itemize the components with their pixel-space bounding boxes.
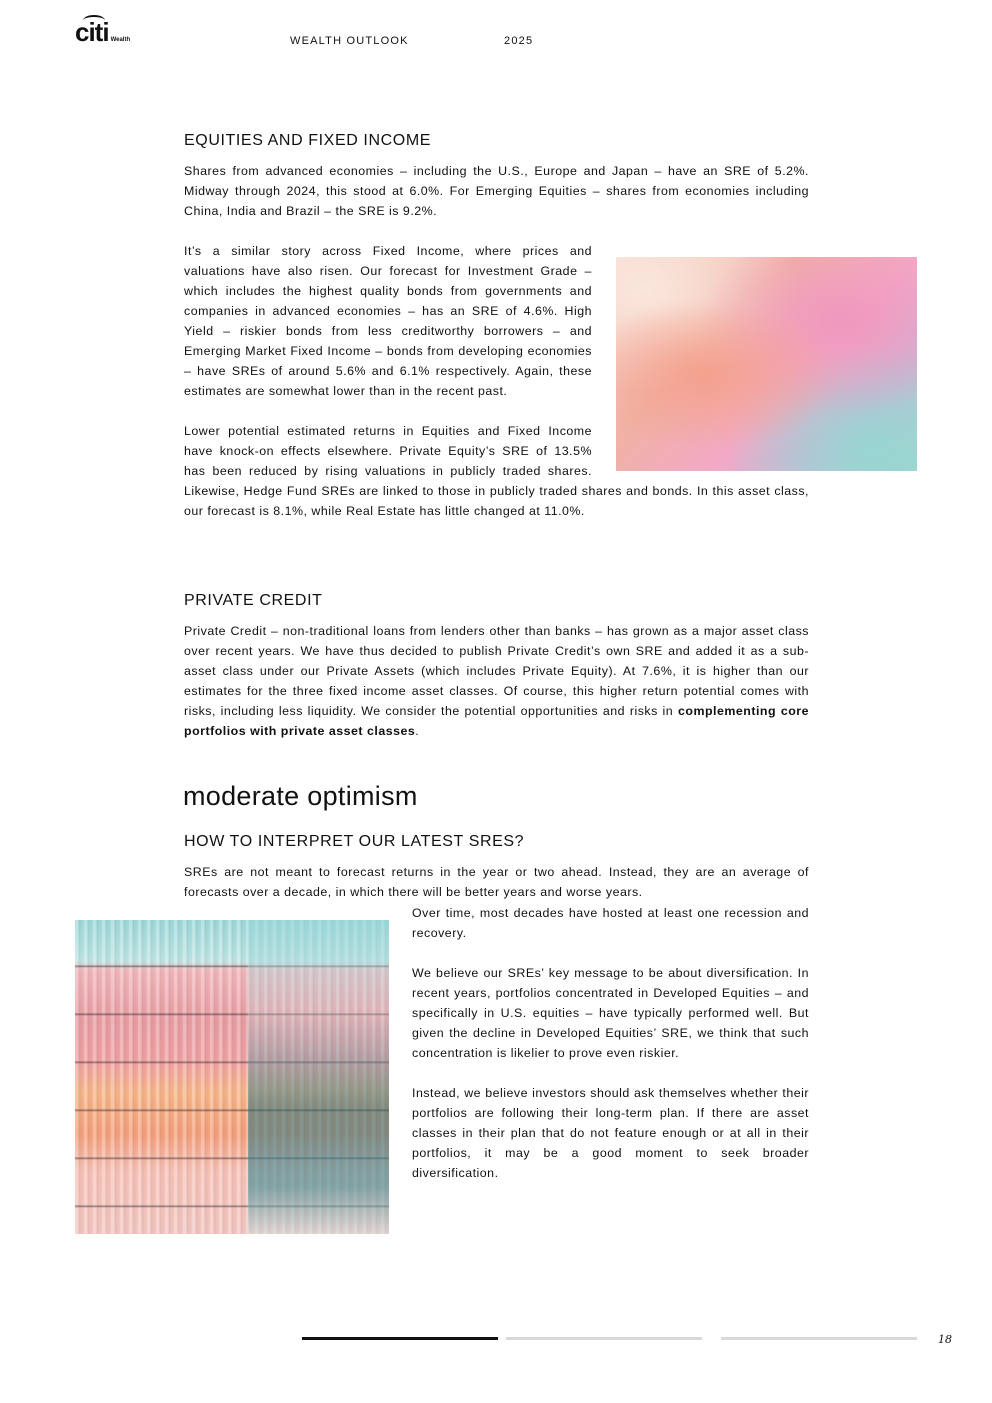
citi-wealth-logo[interactable]: [75, 17, 131, 47]
private-assets-link[interactable]: complementing core portfolios with private asset classes: [184, 704, 809, 738]
equities-heading: EQUITIES AND FIXED INCOME: [184, 132, 432, 149]
progress-segment-1[interactable]: [302, 1337, 498, 1340]
interpret-continued: [412, 903, 809, 1183]
pastel-abstract-image: [616, 257, 917, 471]
logo-arc-icon: [83, 15, 105, 26]
interpret-section: [184, 832, 809, 902]
stacked-tiles-image: [75, 920, 389, 1234]
publication-year: 2025: [504, 35, 534, 47]
interpret-paragraph-2: We believe our SREs’ key message to be about diversification. In recent years, portfolios concentrated in Developed Equities – and specifically in U.S. equities – have typically performed well. But given the decline in Developed Equities’ SRE, we think that such concentration is likelier to prove even riskier.: [412, 966, 809, 1060]
logo-subtext: Wealth: [110, 37, 131, 43]
private-credit-heading: PRIVATE CREDIT: [184, 592, 323, 609]
progress-segment-3[interactable]: [721, 1337, 917, 1340]
private-credit-end: .: [415, 724, 420, 738]
private-credit-text: Private Credit – non-traditional loans from lenders other than banks – has grown as a major asset class over recent years. We have thus decided to publish Private Credit’s own SRE and added it as a sub-asset class under our Private Assets (which includes Private Equity). At 7.6%, it is higher than our estimates for the three fixed income asset classes. Of course, this higher return potential comes with risks, including less liquidity. We consider the potential opportunities and risks in: [184, 624, 809, 718]
interpret-paragraph-1b: Over time, most decades have hosted at least one recession and recovery.: [412, 906, 809, 940]
equities-paragraph-2: It’s a similar story across Fixed Income, where prices and valuations have also risen. Our forecast for Investment Grade – which includes the highest quality bonds from governments and companies in advanced economies – has an SRE of 4.6%. High Yield – riskier bonds from less creditworthy borrowers – and Emerging Market Fixed Income – bonds from developing economies – have SREs of around 5.6% and 6.1% respectively. Again, these estimates are somewhat lower than in the recent past.: [184, 244, 592, 398]
equities-paragraph-3: Lower potential estimated returns in Equities and Fixed Income have knock-on effects elsewhere. Private Equity’s SRE of 13.5% has been reduced by rising valuations in publicly traded shares. Likewise, Hedge Fund SREs are linked to those in publicly traded shares and bonds. In this asset class, our forecast is 8.1%, while Real Estate has little changed at 11.0%.: [184, 424, 809, 518]
interpret-paragraph-1: SREs are not meant to forecast returns in the year or two ahead. Instead, they are an average of forecasts over a decade, in which there will be better years and worse years.: [184, 865, 809, 899]
logo-text: citi: [75, 17, 109, 47]
page-header: [0, 0, 992, 70]
logo-wordmark: [75, 17, 109, 47]
private-credit-section: [184, 591, 809, 741]
equities-paragraph-1: Shares from advanced economies – including the U.S., Europe and Japan – have an SRE of 5.2%. Midway through 2024, this stood at 6.0%. For Emerging Equities – shares from economies including China, India and Brazil – the SRE is 9.2%.: [184, 164, 809, 218]
private-credit-paragraph: [184, 621, 809, 741]
progress-segment-2[interactable]: [506, 1337, 702, 1340]
page-number: 18: [938, 1333, 952, 1346]
equities-section: [184, 131, 809, 521]
interpret-heading: HOW TO INTERPRET OUR LATEST SRES?: [184, 833, 525, 850]
publication-title: WEALTH OUTLOOK: [290, 35, 409, 47]
interpret-paragraph-3: Instead, we believe investors should ask themselves whether their portfolios are following their long-term plan. If there are asset classes in their plan that do not feature enough or at all in their portfolios, it may be a good moment to seek broader diversification.: [412, 1086, 809, 1180]
moderate-optimism-title: moderate optimism: [183, 781, 418, 811]
